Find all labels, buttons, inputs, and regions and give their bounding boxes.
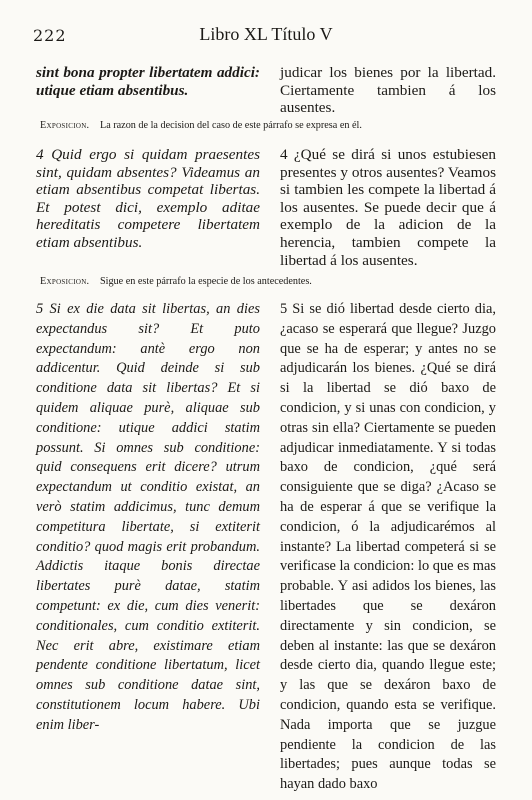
- latin-text: sint bona propter libertatem addici: utique etiam absentibus.: [36, 64, 260, 99]
- latin-column: [36, 64, 260, 99]
- text-block-paragraph-4: [36, 146, 496, 269]
- page-number: 222: [33, 26, 67, 45]
- latin-text: 4 Quid ergo si quidam praesentes sint, quidam absentes? Videamus an etiam absentibus competat libertas. Et potest dici, exemplo aditae hereditatis competere libertatem etiam absentibus.: [36, 146, 260, 251]
- latin-column: [36, 300, 260, 736]
- latin-text: 5 Si ex die data sit libertas, an dies expectandus sit? Et puto expectandum: antè ergo non addicentur. Quid deinde si sub conditione data sit libertas? Et si quidem aliquae purè, aliquae sub conditione: utique addici statim possunt. Si omnes sub conditione: quid consequens erit dicere? utrum expectandum ut conditio existat, an verò statim addicimus, tunc demum competitura libertate, si extiterit conditio? quod magis erit probandum. Addictis itaque bonis directae libertates purè datae, statim competunt: ex die, cum dies venerit: conditionales, cum conditio extiterit. Nec erit abre, existimare etiam pendente conditione libertatum, licet omnes sub conditione datae sint, constitutionem locum habere. Ubi enim liber-: [36, 301, 260, 733]
- exposicion-text: La razon de la decision del caso de este párrafo se expresa en él.: [99, 120, 362, 131]
- spanish-text: 5 Si se dió libertad desde cierto dia, ¿acaso se esperará que llegue? Juzgo que se ha de esperar; y antes no se adjudicarán los bienes. ¿Qué se dirá si la libertad se dió baxo de condicion, y si unas con condicion, y otras sin ella? Ciertamente se pueden adjudicar inmediatamente. Y si todas baxo de condicion, ¿qué será consiguiente que se diga? ¿Acaso se ha de esperar á que se verifique la condicion, ó la adjudicarémos al instante? La libertad competerá si se verificase la condicion: lo que es mas probable. Y asi adidos los bienes, las libertades que se dexáron directamente y sin condicion, se deben al instante: las que se dexáron desde cierto dia, quando llegue este; y las que se dexáron baxo de condicion, quando esta se verifique. Nada importa que se juzgue pendiente la condicion de las libertades; pues aunque todas se hayan dado baxo: [280, 301, 496, 793]
- text-block-1: [36, 64, 496, 117]
- running-title: Libro XL Título V: [199, 24, 333, 44]
- text-block-paragraph-5: [36, 300, 496, 793]
- spanish-text: judicar los bienes por la libertad. Ciertamente tambien á los ausentes.: [280, 64, 496, 117]
- spanish-column: [280, 300, 496, 795]
- exposicion-text: Sigue en este párrafo la especie de los antecedentes.: [99, 276, 312, 287]
- spanish-text: 4 ¿Qué se dirá si unos estubiesen presentes y otros ausentes? Veamos si tambien les compete la libertad á los ausentes. Se puede decir que á exemplo de la adicion de la herencia, tambien compete la libertad á los ausentes.: [280, 146, 496, 269]
- spanish-column: [280, 64, 496, 117]
- exposicion-label: Exposicion.: [40, 276, 90, 287]
- spanish-column: [280, 146, 496, 269]
- exposicion-note: [40, 120, 500, 131]
- page-header: [33, 24, 499, 50]
- exposicion-note: [40, 276, 500, 287]
- exposicion-label: Exposicion.: [40, 120, 90, 131]
- latin-column: [36, 146, 260, 252]
